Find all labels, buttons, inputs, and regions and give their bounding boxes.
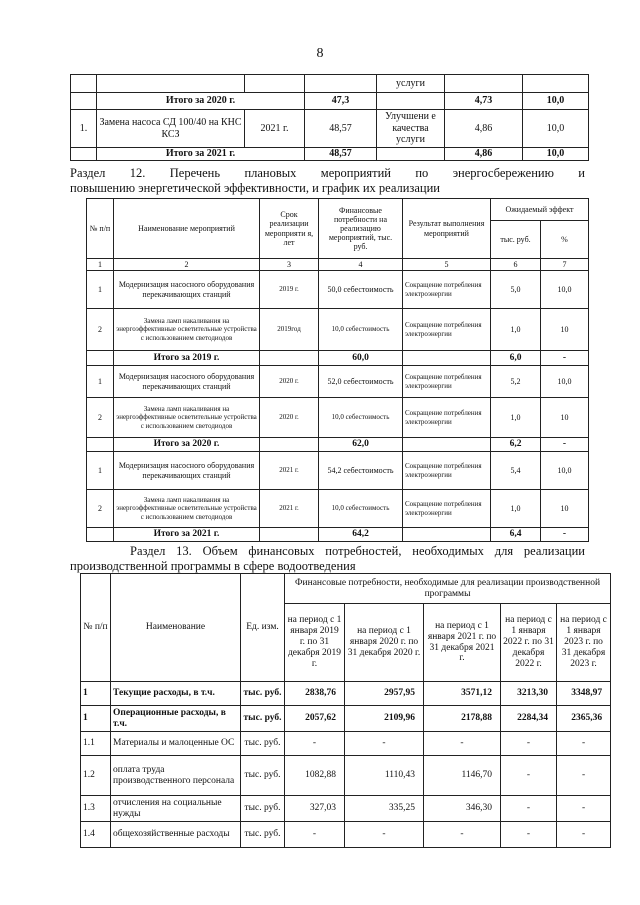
table-row: 1 Модернизация насосного оборудования перекачивающих станций 2019 г. 50,0 себестоимость Сокращение потребления электроэнергии 5,0 10,0 (87, 271, 589, 309)
table-header-row: на период с 1 января 2019 г. по 31 декабря 2019 г. на период с 1 января 2020 г. по 31 декабря 2020 г. на период с 1 января 2021 г. по 31 декабря 2021 г. на период с 1 января 2022 г. по 31 декабря 2022 г. на период с 1 января 2023 г. по 31 декабря 2023 г. (81, 604, 611, 682)
table-energy-continuation (70, 74, 589, 161)
column-number-row: 1 2 3 4 5 6 7 (87, 259, 589, 271)
table-header-row: № п/п Наименование мероприятий Срок реализации мероприяти я, лет Финансовые потребности на реализацию мероприятий, тыс. руб. Результат выполнения мероприятий Ожидаемый эффект (87, 199, 589, 221)
table-header-row: тыс. руб. % (87, 221, 589, 259)
table-row: 1.4 общехозяйственные расходы тыс. руб. - - - - - (81, 822, 611, 848)
table-row: Итого за 2020 г. 62,0 6,2 - (87, 438, 589, 452)
section-12-heading: Раздел 12. Перечень плановых мероприятий по энергосбережению и повышению энергетической эффективности, и график их реализации (70, 166, 585, 195)
table-row: Итого за 2020 г. 47,3 4,73 10,0 (71, 93, 589, 110)
table-row: 1. Замена насоса СД 100/40 на КНС КСЗ 2021 г. 48,57 Улучшени е качества услуги 4,86 10,0 (71, 110, 589, 148)
table-row: 2 Замена ламп накаливания на энергоэффективные осветительные устройства с использованием светодиодов 2020 г. 10,0 себестоимость Сокращение потребления электроэнергии 1,0 10 (87, 398, 589, 438)
table-row: Итого за 2021 г. 64,2 6,4 - (87, 528, 589, 542)
table-energy-measures (86, 198, 589, 542)
page-number: 8 (316, 46, 324, 61)
total-label: Итого за 2021 г. (97, 148, 305, 161)
table-header-row: № п/п Наименование Ед. изм. Финансовые потребности, необходимые для реализации производственной программы (81, 574, 611, 604)
table-row: 2 Замена ламп накаливания на энергоэффективные осветительные устройства с использованием светодиодов 2019год 10,0 себестоимость Сокращение потребления электроэнергии 1,0 10 (87, 309, 589, 351)
table-row: 1 Модернизация насосного оборудования перекачивающих станций 2021 г. 54,2 себестоимость Сокращение потребления электроэнергии 5,4 10,0 (87, 452, 589, 490)
table-row: 1 Операционные расходы, в т.ч. тыс. руб. 2057,62 2109,96 2178,88 2284,34 2365,36 (81, 706, 611, 732)
table-row: 1 Текущие расходы, в т.ч. тыс. руб. 2838,76 2957,95 3571,12 3213,30 3348,97 (81, 682, 611, 706)
table-row: Итого за 2019 г. 60,0 6,0 - (87, 351, 589, 366)
table-row: 1.2 оплата труда производственного персонала тыс. руб. 1082,88 1110,43 1146,70 - - (81, 756, 611, 796)
table-row: 1.1 Материалы и малоценные ОС тыс. руб. - - - - - (81, 732, 611, 756)
table-financial-needs (80, 573, 611, 848)
table-row: 1 Модернизация насосного оборудования перекачивающих станций 2020 г. 52,0 себестоимость Сокращение потребления электроэнергии 5,2 10,0 (87, 366, 589, 398)
table-row: 2 Замена ламп накаливания на энергоэффективные осветительные устройства с использованием светодиодов 2021 г. 10,0 себестоимость Сокращение потребления электроэнергии 1,0 10 (87, 490, 589, 528)
table-row: 1.3 отчисления на социальные нужды тыс. руб. 327,03 335,25 346,30 - - (81, 796, 611, 822)
section-13-heading: Раздел 13. Объем финансовых потребностей, необходимых для реализации производственной программы в сфере водоотведения (70, 544, 585, 573)
total-label: Итого за 2020 г. (97, 93, 305, 110)
table-row: Итого за 2021 г. 48,57 4,86 10,0 (71, 148, 589, 161)
table-row: услуги (71, 75, 589, 93)
